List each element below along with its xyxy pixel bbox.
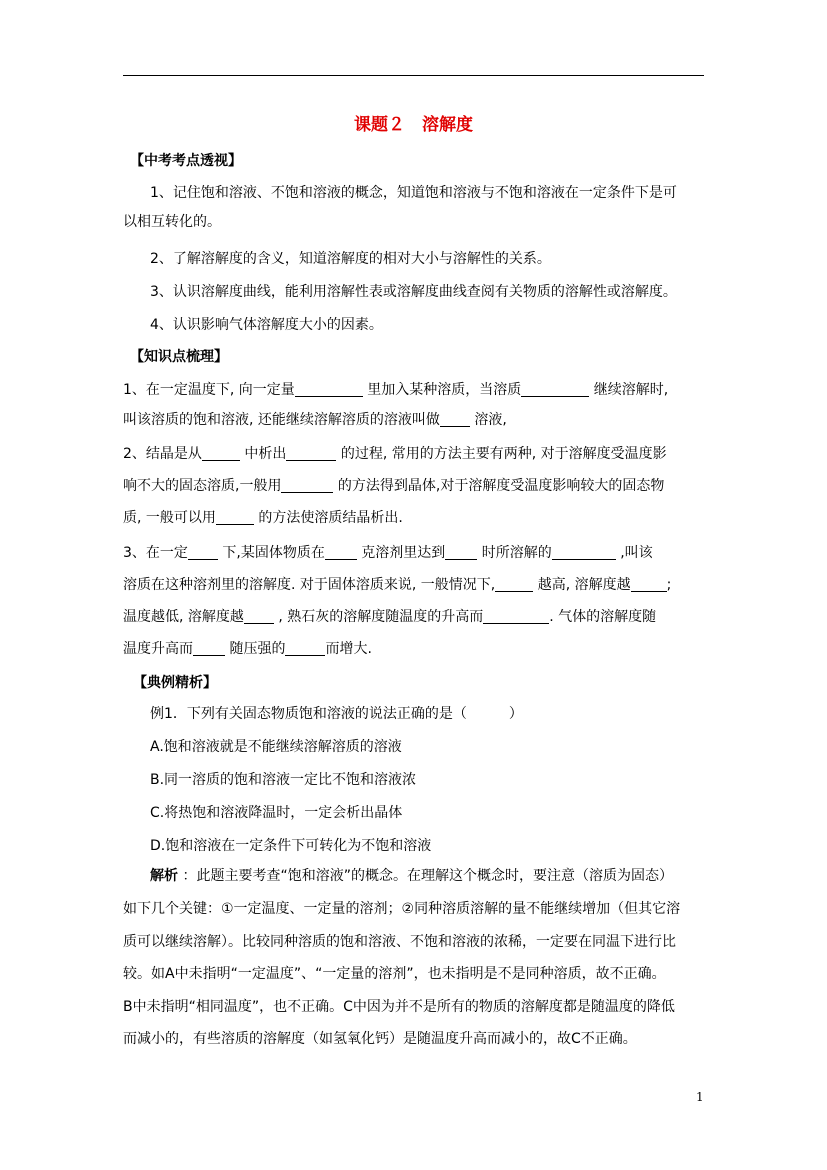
exam-point-1-cont: 以相互转化的。 [123,214,221,230]
text-fragment: 继续溶解时, [593,382,669,398]
text-fragment: 响不大的固态溶质,一般用 [123,478,282,494]
option-a: A.饱和溶液就是不能继续溶解溶质的溶液 [150,739,402,755]
knowledge-q2-line2 [123,476,664,496]
knowledge-q2-line1 [123,444,667,464]
analysis-line-2: 如下几个关键：①一定温度、一定量的溶剂；②同种溶质溶解的量不能继续增加（但其它溶 [123,901,681,917]
text-fragment: 的过程, 常用的方法主要有两种, 对于溶解度受温度影 [340,446,667,462]
analysis-line-5: B中未指明“相同温度”，也不正确。C中因为并不是所有的物质的溶解度都是随温度的降低 [123,999,675,1015]
text-fragment: 克溶剂里达到 [361,545,446,561]
answer-blank[interactable] [440,411,470,427]
knowledge-q3-line2 [123,575,671,595]
text-fragment: 1、在一定温度下, 向一定量 [123,382,295,398]
exam-point-2: 2、了解溶解度的含义，知道溶解度的相对大小与溶解性的关系。 [150,251,551,267]
answer-blank[interactable] [281,477,333,493]
page-title: 课题２ 溶解度 [354,115,473,135]
knowledge-q1-line2 [123,410,507,430]
text-fragment: ; [666,577,672,593]
exam-point-4: 4、认识影响气体溶解度大小的因素。 [150,317,383,333]
text-fragment: 3、在一定 [123,545,188,561]
text-fragment: 而增大. [325,641,372,657]
knowledge-q2-line3 [123,508,403,528]
option-c: C.将热饱和溶液降温时，一定会析出晶体 [150,805,403,821]
answer-blank[interactable] [552,544,616,560]
text-fragment: 温度越低, 溶解度越 [123,609,244,625]
section-heading-knowledge: 【知识点梳理】 [130,349,228,365]
text-fragment: , 熟石灰的溶解度随温度的升高而 [278,609,484,625]
analysis-line-1 [150,866,673,886]
text-fragment: . 气体的溶解度随 [549,609,657,625]
analysis-line-6: 而减小的，有些溶质的溶解度（如氢氧化钙）是随温度升高而减小的，故C不正确。 [123,1031,637,1047]
option-d: D.饱和溶液在一定条件下可转化为不饱和溶液 [150,838,432,854]
analysis-line-3: 质可以继续溶解）。比较同种溶质的饱和溶液、不饱和溶液的浓稀，一定要在同温下进行比 [123,934,676,950]
text-fragment: 下,某固体物质在 [222,545,325,561]
answer-blank[interactable] [521,381,589,397]
text-fragment: 2、结晶是从 [123,446,202,462]
answer-blank[interactable] [631,576,667,592]
text-fragment: ,叫该 [620,545,653,561]
text-fragment: 叫该溶质的饱和溶液, 还能继续溶解溶质的溶液叫做 [123,412,440,428]
knowledge-q1-line1 [123,380,668,400]
exam-point-1: 1、记住饱和溶液、不饱和溶液的概念，知道饱和溶液与不饱和溶液在一定条件下是可 [150,185,677,201]
knowledge-q3-line4 [123,639,372,659]
text-fragment: 溶质在这种溶剂里的溶解度. 对于固体溶质来说, 一般情况下, [123,577,496,593]
knowledge-q3-line1 [123,543,653,563]
text-fragment: 里加入某种溶质，当溶质 [367,382,522,398]
section-heading-examples: 【典例精析】 [133,675,217,691]
analysis-text: ：此题主要考查“饱和溶液”的概念。在理解这个概念时，要注意（溶质为固态） [182,868,673,884]
section-heading-exam-points: 【中考考点透视】 [130,153,242,169]
text-fragment: 质, 一般可以用 [123,510,216,526]
option-b: B.同一溶质的饱和溶液一定比不饱和溶液浓 [150,772,417,788]
text-fragment: 时所溶解的 [481,545,552,561]
answer-blank[interactable] [483,608,549,624]
answer-blank[interactable] [445,544,477,560]
answer-blank[interactable] [286,445,336,461]
page-number: 1 [696,1090,704,1104]
answer-blank[interactable] [216,509,254,525]
text-fragment: 中析出 [244,446,287,462]
text-fragment: 的方法得到晶体,对于溶解度受温度影响较大的固态物 [337,478,665,494]
example-question: 例1．下列有关固态物质饱和溶液的说法正确的是（ ） [150,706,523,722]
answer-blank[interactable] [193,640,225,656]
answer-blank[interactable] [295,381,363,397]
analysis-label: 解析 [150,868,178,884]
answer-blank[interactable] [495,576,533,592]
text-fragment: 随压强的 [229,641,286,657]
text-fragment: 温度升高而 [123,641,193,657]
knowledge-q3-line3 [123,607,656,627]
exam-point-3: 3、认识溶解度曲线，能利用溶解性表或溶解度曲线查阅有关物质的溶解性或溶解度。 [150,284,677,300]
header-rule [123,75,704,76]
answer-blank[interactable] [188,544,218,560]
analysis-line-4: 较。如A中未指明“一定温度”、“一定量的溶剂”，也未指明是不是同种溶质，故不正确。 [123,966,666,982]
answer-blank[interactable] [285,640,325,656]
answer-blank[interactable] [325,544,357,560]
answer-blank[interactable] [244,608,274,624]
text-fragment: 溶液, [474,412,507,428]
text-fragment: 越高, 溶解度越 [537,577,631,593]
answer-blank[interactable] [202,445,240,461]
text-fragment: 的方法使溶质结晶析出. [258,510,403,526]
